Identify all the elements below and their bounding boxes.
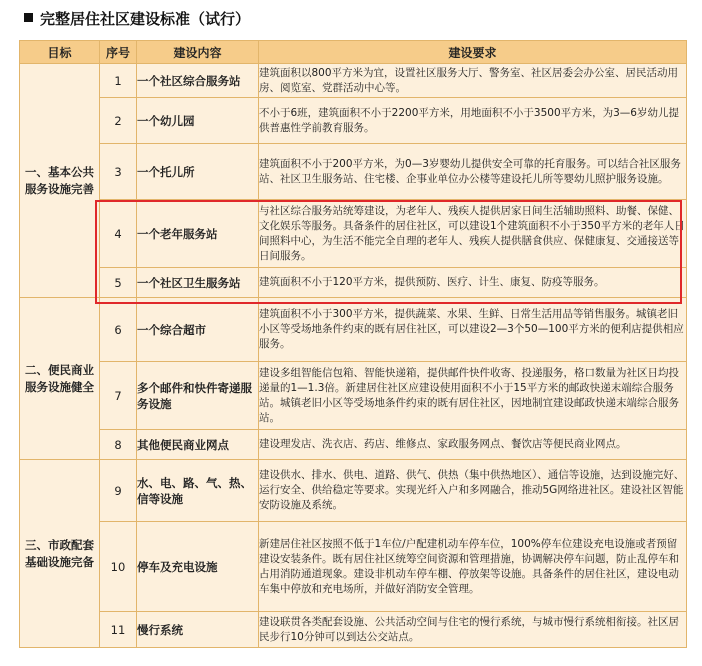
row-number: 2 [100, 98, 137, 144]
row-requirement: 建筑面积不小于120平方米，提供预防、医疗、计生、康复、防疫等服务。 [259, 268, 687, 298]
highlight-box [95, 200, 682, 304]
row-number: 3 [100, 144, 137, 200]
header-goal: 目标 [20, 41, 100, 64]
row-number: 5 [100, 268, 137, 298]
header-num: 序号 [100, 41, 137, 64]
row-number: 9 [100, 460, 137, 522]
row-content: 一个综合超市 [137, 298, 259, 362]
row-requirement: 不小于6班，建筑面积不小于2200平方米，用地面积不小于3500平方米，为3—6岁幼儿提供普惠性学前教育服务。 [259, 98, 687, 144]
row-requirement: 建设多组智能信包箱、智能快递箱，提供邮件快件收寄、投递服务，格口数量为社区日均投递量的1—1.3倍。新建居住社区应建设使用面积不小于15平方米的邮政快递末端综合服务站。城镇老旧小区等受场地条件约束的既有居住社区，因地制宜建设邮政快递末端综合服务站。 [259, 362, 687, 430]
table-header-row [20, 41, 687, 64]
header-content: 建设内容 [137, 41, 259, 64]
goal-cell: 二、便民商业服务设施健全 [20, 298, 100, 460]
table-row [20, 430, 687, 460]
table-row [20, 612, 687, 648]
row-content: 一个托儿所 [137, 144, 259, 200]
row-number: 4 [100, 200, 137, 268]
row-number: 1 [100, 64, 137, 98]
row-number: 6 [100, 298, 137, 362]
row-requirement: 建设联贯各类配套设施、公共活动空间与住宅的慢行系统，与城市慢行系统相衔接。社区居民步行10分钟可以到达公交站点。 [259, 612, 687, 648]
row-content: 一个幼儿园 [137, 98, 259, 144]
row-content: 一个社区卫生服务站 [137, 268, 259, 298]
row-requirement: 建设供水、排水、供电、道路、供气、供热（集中供热地区）、通信等设施，达到设施完好、运行安全、供给稳定等要求。实现光纤入户和多网融合，推动5G网络进社区。建设社区智能安防设施及系统。 [259, 460, 687, 522]
page-title: 完整居住社区建设标准（试行） [24, 8, 250, 29]
row-requirement: 新建居住社区按照不低于1车位/户配建机动车停车位，100%停车位建设充电设施或者预留建设安装条件。既有居住社区统筹空间资源和管理措施，协调解决停车问题，防止乱停车和占用消防通道现象。建设非机动车停车棚、停放架等设施。具备条件的居住社区，建设电动车集中停放和充电场所，并做好消防安全管理。 [259, 522, 687, 612]
table-row [20, 64, 687, 98]
goal-cell: 一、基本公共服务设施完善 [20, 64, 100, 298]
table-row [20, 522, 687, 612]
row-content: 水、电、路、气、热、信等设施 [137, 460, 259, 522]
row-content: 一个社区综合服务站 [137, 64, 259, 98]
row-requirement: 建设理发店、洗衣店、药店、维修点、家政服务网点、餐饮店等便民商业网点。 [259, 430, 687, 460]
table-row [20, 298, 687, 362]
row-content: 其他便民商业网点 [137, 430, 259, 460]
row-number: 10 [100, 522, 137, 612]
square-bullet-icon [24, 13, 33, 22]
row-number: 8 [100, 430, 137, 460]
row-requirement: 建筑面积以800平方米为宜，设置社区服务大厅、警务室、社区居委会办公室、居民活动用房、阅览室、党群活动中心等。 [259, 64, 687, 98]
row-number: 11 [100, 612, 137, 648]
row-content: 慢行系统 [137, 612, 259, 648]
table-row [20, 144, 687, 200]
row-content: 多个邮件和快件寄递服务设施 [137, 362, 259, 430]
row-number: 7 [100, 362, 137, 430]
row-content: 一个老年服务站 [137, 200, 259, 268]
table-row [20, 460, 687, 522]
row-content: 停车及充电设施 [137, 522, 259, 612]
row-requirement: 建筑面积不小于300平方米，提供蔬菜、水果、生鲜、日常生活用品等销售服务。城镇老旧小区等受场地条件约束的既有居住社区，可以建设2—3个50—100平方米的便利店提供相应服务。 [259, 298, 687, 362]
goal-cell: 三、市政配套基础设施完备 [20, 460, 100, 648]
standards-table [19, 40, 687, 648]
table-row [20, 362, 687, 430]
table-row [20, 98, 687, 144]
header-req: 建设要求 [259, 41, 687, 64]
row-requirement: 与社区综合服务站统筹建设，为老年人、残疾人提供居家日间生活辅助照料、助餐、保健、文化娱乐等服务。具备条件的居住社区，可以建设1个建筑面积不小于350平方米的老年人日间照料中心，为生活不能完全自理的老年人、残疾人提供膳食供应、保健康复、交通接送等日间服务。 [259, 200, 687, 268]
row-requirement: 建筑面积不小于200平方米，为0—3岁婴幼儿提供安全可靠的托育服务。可以结合社区服务站、社区卫生服务站、住宅楼、企事业单位办公楼等建设托儿所等婴幼儿照护服务设施。 [259, 144, 687, 200]
